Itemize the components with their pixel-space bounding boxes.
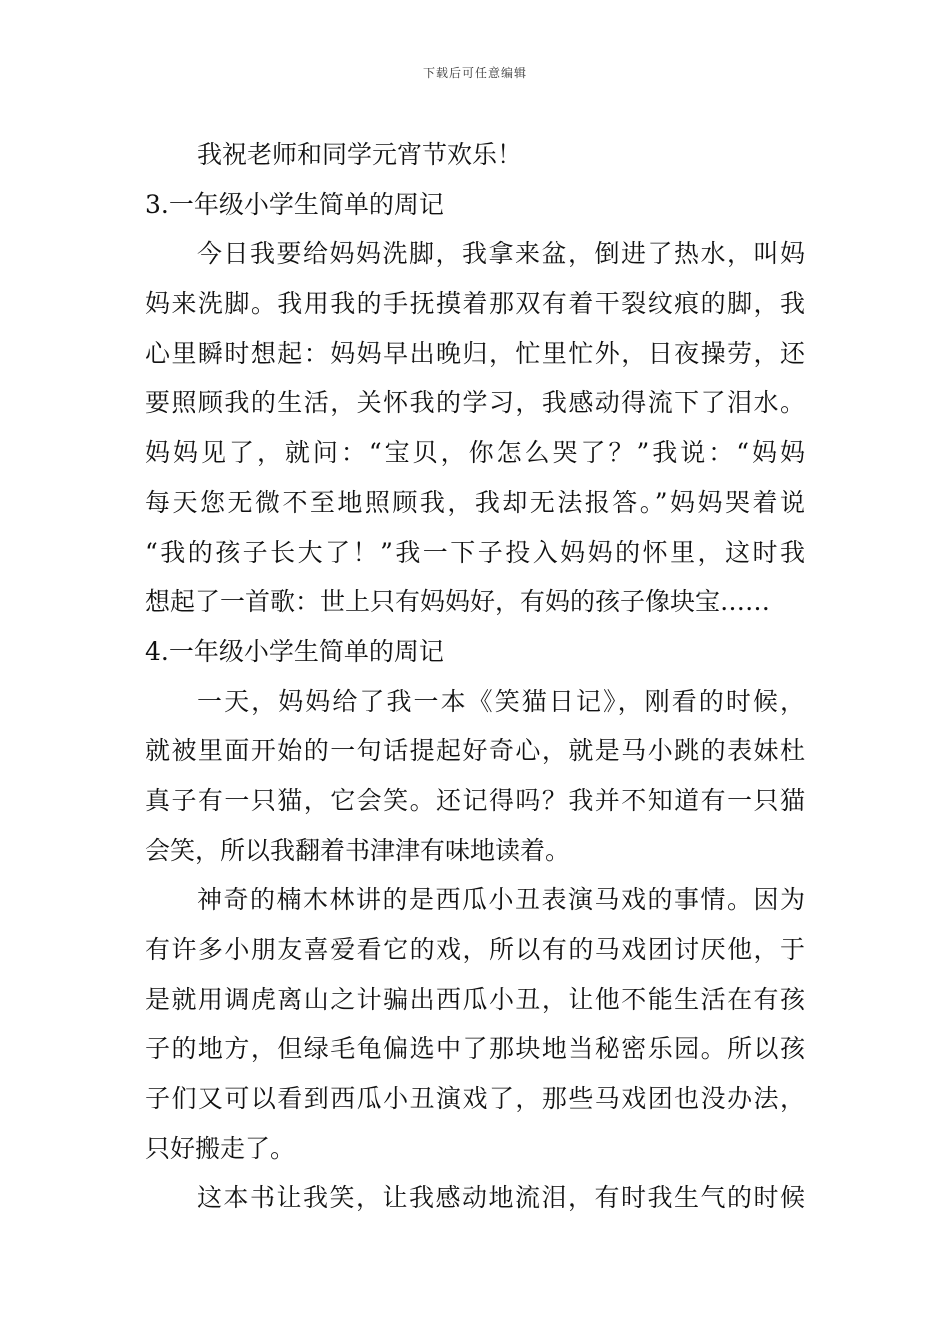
- text-line: 子的地方，但绿毛龟偏选中了那块地当秘密乐园。所以孩: [145, 1034, 805, 1064]
- text-line: 心里瞬时想起：妈妈早出晚归，忙里忙外，日夜操劳，还: [145, 338, 805, 368]
- text-line: 妈妈见了，就问：“宝贝，你怎么哭了？”我说：“妈妈: [145, 438, 805, 468]
- text-line: 每天您无微不至地照顾我，我却无法报答。”妈妈哭着说: [145, 487, 805, 517]
- text-line: 有许多小朋友喜爱看它的戏，所以有的马戏团讨厌他，于: [145, 935, 805, 964]
- text-line: 只好搬走了。: [145, 1133, 296, 1163]
- text-line: 今日我要给妈妈洗脚，我拿来盆，倒进了热水，叫妈: [197, 239, 805, 269]
- text-line: 想起了一首歌：世上只有妈妈好，有妈的孩子像块宝……: [145, 587, 771, 617]
- text-line: “我的孩子长大了！”我一下子投入妈妈的怀里，这时我: [145, 537, 805, 567]
- text-line: 神奇的楠木林讲的是西瓜小丑表演马戏的事情。因为: [197, 885, 805, 915]
- text-line: 我祝老师和同学元宵节欢乐！: [197, 140, 523, 169]
- text-line: 是就用调虎离山之计骗出西瓜小丑，让他不能生活在有孩: [145, 984, 805, 1014]
- section-heading: 3.一年级小学生简单的周记: [145, 189, 444, 219]
- text-line: 就被里面开始的一句话提起好奇心，就是马小跳的表妹杜: [145, 736, 805, 766]
- document-body: [145, 130, 805, 1223]
- text-line: 妈来洗脚。我用我的手抚摸着那双有着干裂纹痕的脚，我: [145, 289, 805, 319]
- text-line: 子们又可以看到西瓜小丑演戏了，那些马戏团也没办法，: [145, 1084, 805, 1114]
- text-line: 要照顾我的生活，关怀我的学习，我感动得流下了泪水。: [145, 388, 805, 418]
- page-header: 下载后可任意编辑: [422, 66, 527, 80]
- text-line: 一天，妈妈给了我一本《笑猫日记》，刚看的时候，: [197, 686, 805, 716]
- text-line: 这本书让我笑，让我感动地流泪，有时我生气的时候: [197, 1183, 805, 1213]
- text-line: 真子有一只猫，它会笑。还记得吗？我并不知道有一只猫: [145, 785, 805, 815]
- text-line: 会笑，所以我翻着书津津有味地读着。: [145, 835, 571, 865]
- section-heading: 4.一年级小学生简单的周记: [145, 636, 444, 666]
